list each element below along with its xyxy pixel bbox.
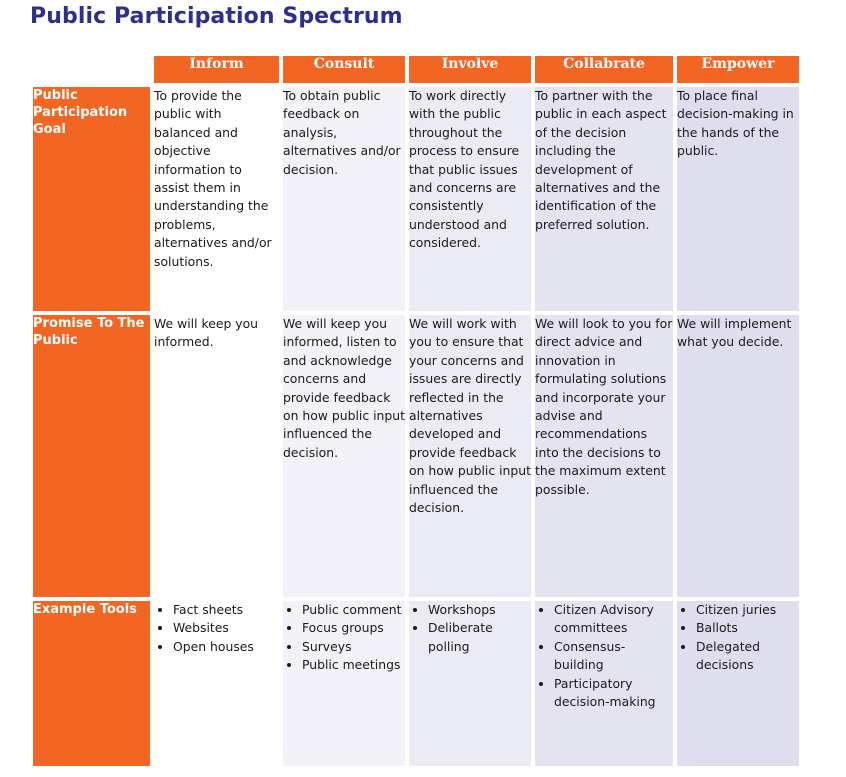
row-header-goal: Public Participation Goal bbox=[33, 87, 150, 311]
participation-spectrum-table bbox=[29, 52, 803, 770]
promise-cell-inform: We will keep you informed. bbox=[154, 315, 279, 597]
goal-cell-collabrate: To partner with the public in each aspect of the decision including the development of alternatives and the identification of the preferred solution. bbox=[535, 87, 673, 311]
column-header-inform: Inform bbox=[154, 56, 279, 83]
table-row-tools bbox=[33, 601, 799, 766]
promise-cell-consult: We will keep you informed, listen to and acknowledge concerns and provide feedback on how public input influenced the decision. bbox=[283, 315, 405, 597]
column-header-involve: Involve bbox=[409, 56, 531, 83]
tools-list-consult bbox=[283, 601, 405, 675]
header-row bbox=[33, 56, 799, 83]
list-item: • Fact sheets bbox=[173, 601, 279, 619]
list-item: • Websites bbox=[173, 619, 279, 637]
column-header-collabrate: Collabrate bbox=[535, 56, 673, 83]
list-item: • Ballots bbox=[696, 619, 799, 637]
table-row-promise bbox=[33, 315, 799, 597]
tools-cell-involve bbox=[409, 601, 531, 766]
list-item: • Citizen juries bbox=[696, 601, 799, 619]
tools-cell-empower bbox=[677, 601, 799, 766]
list-item: • Open houses bbox=[173, 638, 279, 656]
tools-cell-inform bbox=[154, 601, 279, 766]
list-item: • Participatory decision-making bbox=[554, 675, 673, 712]
goal-cell-inform: To provide the public with balanced and objective information to assist them in understanding the problems, alternatives and/or solutions. bbox=[154, 87, 279, 311]
goal-cell-consult: To obtain public feedback on analysis, alternatives and/or decision. bbox=[283, 87, 405, 311]
page-title: Public Participation Spectrum bbox=[30, 4, 403, 29]
header-corner bbox=[33, 56, 150, 83]
tools-list-inform bbox=[154, 601, 279, 656]
table-row-goal bbox=[33, 87, 799, 311]
promise-cell-collabrate: We will look to you for direct advice and innovation in formulating solutions and incorporate your advise and recommendations into the decisions to the maximum extent possible. bbox=[535, 315, 673, 597]
promise-cell-involve: We will work with you to ensure that your concerns and issues are directly reflected in the alternatives developed and provide feedback on how public input influenced the decision. bbox=[409, 315, 531, 597]
list-item: • Citizen Advisory committees bbox=[554, 601, 673, 638]
list-item: • Deliberate polling bbox=[428, 619, 531, 656]
tools-list-collabrate bbox=[535, 601, 673, 711]
list-item: • Workshops bbox=[428, 601, 531, 619]
promise-cell-empower: We will implement what you decide. bbox=[677, 315, 799, 597]
list-item: • Delegated decisions bbox=[696, 638, 799, 675]
column-header-consult: Consult bbox=[283, 56, 405, 83]
column-header-empower: Empower bbox=[677, 56, 799, 83]
tools-list-involve bbox=[409, 601, 531, 656]
tools-cell-consult bbox=[283, 601, 405, 766]
tools-list-empower bbox=[677, 601, 799, 675]
list-item: • Consensus-building bbox=[554, 638, 673, 675]
tools-cell-collabrate bbox=[535, 601, 673, 766]
list-item: • Public meetings bbox=[302, 656, 405, 674]
row-header-tools: Example Tools bbox=[33, 601, 150, 766]
goal-cell-empower: To place final decision-making in the hands of the public. bbox=[677, 87, 799, 311]
list-item: • Focus groups bbox=[302, 619, 405, 637]
goal-cell-involve: To work directly with the public throughout the process to ensure that public issues and concerns are consistently understood and considered. bbox=[409, 87, 531, 311]
list-item: • Surveys bbox=[302, 638, 405, 656]
row-header-promise: Promise To The Public bbox=[33, 315, 150, 597]
list-item: • Public comment bbox=[302, 601, 405, 619]
